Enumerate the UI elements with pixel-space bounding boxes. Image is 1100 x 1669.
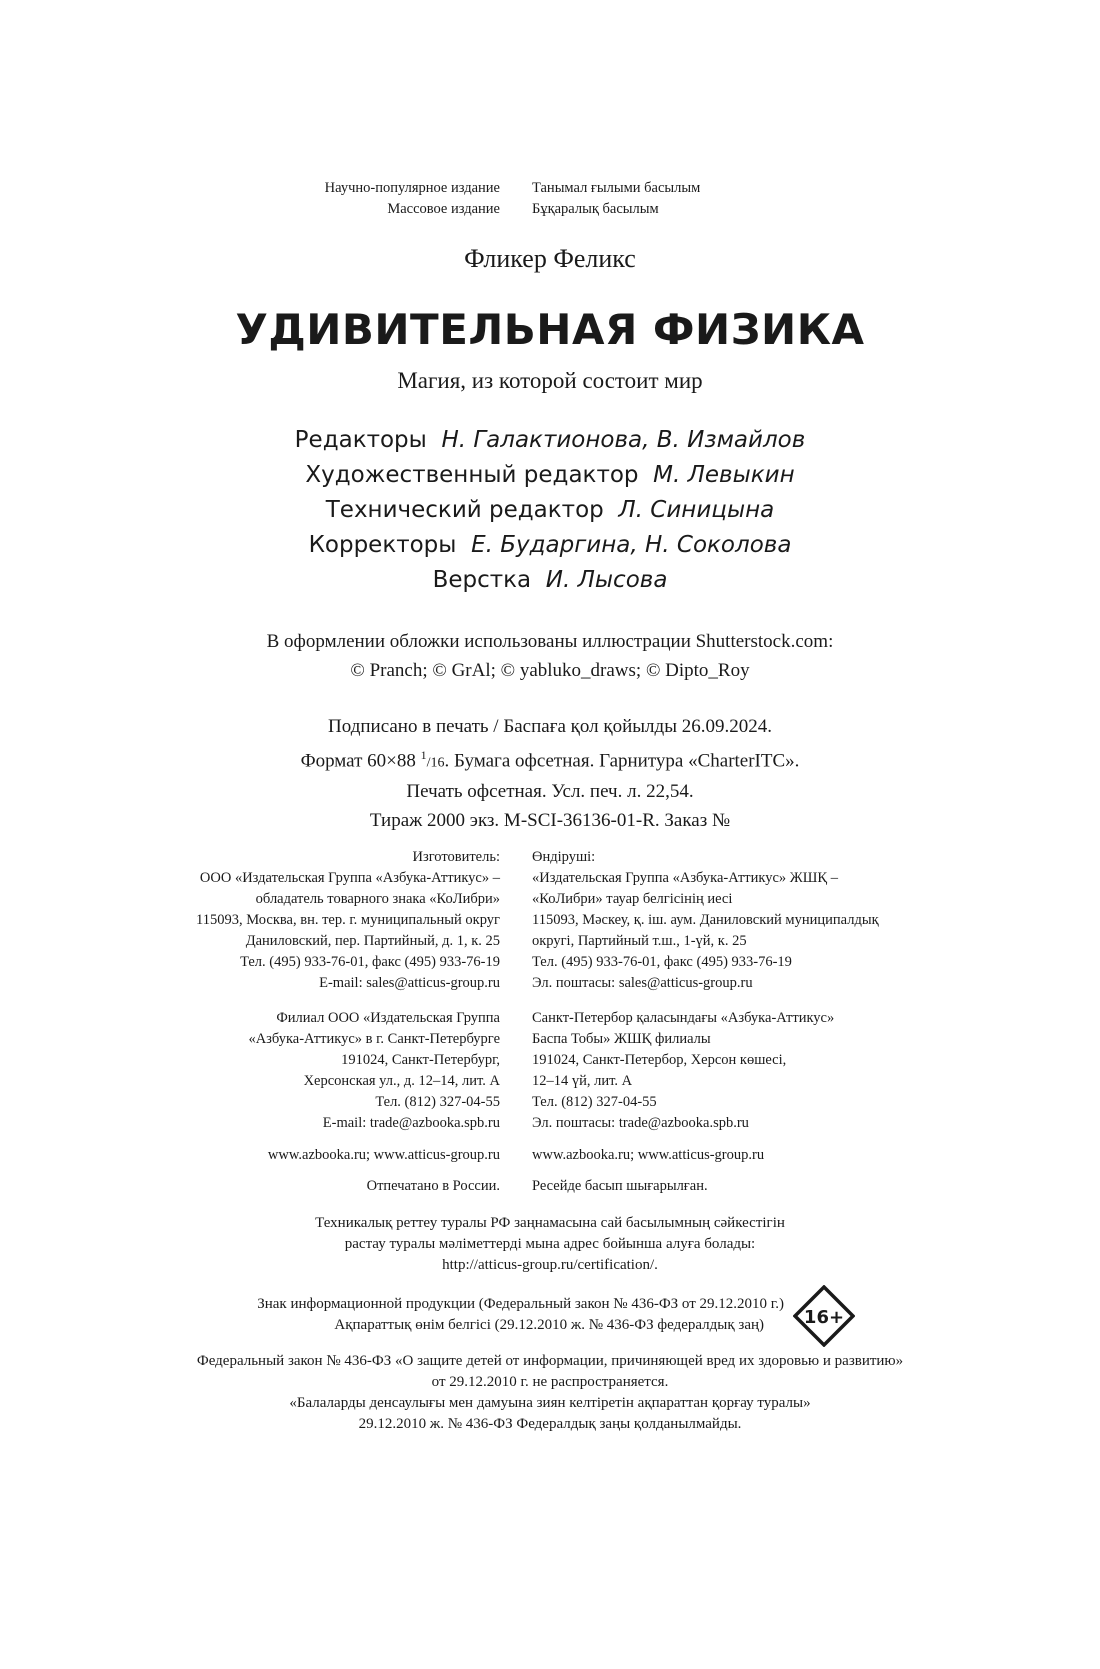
staff-role: Корректоры — [308, 532, 457, 558]
websites-ru[interactable]: www.azbooka.ru; www.atticus-group.ru — [267, 1147, 500, 1163]
manufacturer-ru-line: ООО «Издательская Группа «Азбука-Аттикус» – — [199, 870, 500, 886]
book-title: УДИВИТЕЛЬНАЯ ФИЗИКА — [235, 305, 865, 354]
branch-kz-line: Тел. (812) 327-04-55 — [532, 1094, 657, 1110]
book-subtitle: Магия, из которой состоит мир — [397, 368, 703, 393]
manufacturer-kz-line: «Издательская Группа «Азбука-Аттикус» ЖШҚ – — [532, 870, 838, 886]
staff-names: Л. Синицына — [618, 497, 775, 523]
branch-ru-line: Тел. (812) 327-04-55 — [375, 1094, 500, 1110]
header-right-line: Бұқаралық басылым — [532, 201, 659, 217]
staff-row — [0, 563, 1100, 598]
manufacturer-ru-line: E-mail: sales@atticus-group.ru — [319, 975, 500, 991]
certification-line: Техникалық реттеу туралы РФ заңнамасына сай басылымның сәйкестігін — [315, 1215, 785, 1231]
federal-law-line: Федеральный закон № 436-ФЗ «О защите детей от информации, причиняющей вред их здоровью и развитию» — [196, 1353, 904, 1369]
manufacturer-kz-line: 115093, Мәскеу, қ. іш. аум. Даниловский муниципалдық — [532, 912, 879, 928]
branch-kz-line: 12–14 үй, лит. А — [532, 1073, 633, 1089]
staff-role: Технический редактор — [325, 497, 604, 523]
age-rating-text: 16+ — [803, 1307, 845, 1328]
certification-link[interactable]: http://atticus-group.ru/certification/. — [442, 1257, 658, 1273]
header-left-line: Массовое издание — [387, 201, 500, 217]
run-line: Тираж 2000 экз. M-SCI-36136-01-R. Заказ № — [369, 810, 731, 832]
federal-law — [0, 1351, 1100, 1435]
age-rating-badge — [793, 1285, 855, 1347]
format-line — [0, 741, 1100, 777]
header-right-line: Танымал ғылыми басылым — [532, 180, 701, 196]
branch-kz — [532, 1008, 834, 1134]
manufacturer-kz-line: Өндіруші: — [532, 849, 596, 865]
branch-ru — [248, 1008, 500, 1134]
info-sign-line: Ақпараттық өнім белгісі (29.12.2010 ж. № 436-ФЗ федералдық заң) — [334, 1317, 764, 1333]
branch-kz-line: Баспа Тобы» ЖШҚ филиалы — [532, 1031, 711, 1047]
certification-line: растау туралы мәліметтерді мына адрес бойынша алуға болады: — [344, 1236, 756, 1252]
manufacturer-ru-line: 115093, Москва, вн. тер. г. муниципальный округ — [196, 912, 500, 928]
manufacturer-kz-line: Эл. поштасы: sales@atticus-group.ru — [532, 975, 753, 991]
manufacturer-ru-line: обладатель товарного знака «КоЛибри» — [255, 891, 500, 907]
websites-kz[interactable]: www.azbooka.ru; www.atticus-group.ru — [532, 1147, 765, 1163]
manufacturer-kz — [532, 847, 879, 994]
staff-names: Е. Бударгина, Н. Соколова — [471, 532, 792, 558]
federal-law-line: 29.12.2010 ж. № 436-ФЗ Федералдық заңы қолданылмайды. — [358, 1416, 742, 1432]
branch-ru-line: Филиал ООО «Издательская Группа — [276, 1010, 500, 1026]
manufacturer-ru-line: Изготовитель: — [412, 849, 500, 865]
branch-ru-line: 191024, Санкт-Петербург, — [341, 1052, 500, 1068]
header-right — [532, 178, 700, 220]
print-info — [0, 712, 1100, 835]
staff-role: Художественный редактор — [305, 462, 639, 488]
federal-law-line: «Балаларды денсаулығы мен дамуына зиян келтіретін ақпараттан қорғау туралы» — [289, 1395, 811, 1411]
staff-names: И. Лысова — [545, 567, 668, 593]
staff-row — [0, 458, 1100, 493]
branch-ru-line: E-mail: trade@azbooka.spb.ru — [322, 1115, 500, 1131]
info-sign — [257, 1294, 784, 1336]
printed-in-kz: Ресейде басып шығарылған. — [532, 1178, 708, 1194]
branch-ru-line: «Азбука-Аттикус» в г. Санкт-Петербурге — [248, 1031, 500, 1047]
format-suffix: . Бумага офсетная. Гарнитура «CharterITC». — [444, 750, 800, 772]
author: Фликер Феликс — [464, 244, 636, 273]
manufacturer-kz-line: округі, Партийный т.ш., 1-үй, к. 25 — [532, 933, 747, 949]
manufacturer-ru-line: Тел. (495) 933-76-01, факс (495) 933-76-19 — [240, 954, 500, 970]
staff-row — [0, 493, 1100, 528]
branch-ru-line: Херсонская ул., д. 12–14, лит. А — [303, 1073, 500, 1089]
format-prefix: Формат 60×88 — [300, 750, 421, 772]
format-sub: /16 — [426, 755, 445, 771]
staff-list — [0, 423, 1100, 598]
branch-kz-line: Эл. поштасы: trade@azbooka.spb.ru — [532, 1115, 749, 1131]
staff-names: Н. Галактионова, В. Измайлов — [441, 427, 806, 453]
federal-law-line: от 29.12.2010 г. не распространяется. — [431, 1374, 669, 1390]
manufacturer-kz-line: «КоЛибри» тауар белгісінің иесі — [532, 891, 733, 907]
printed-in-ru: Отпечатано в России. — [366, 1178, 500, 1194]
header-left-line: Научно-популярное издание — [324, 180, 500, 196]
certification — [0, 1213, 1100, 1276]
signed-line: Подписано в печать / Баспаға қол қойылды 26.09.2024. — [328, 716, 772, 737]
cover-credits — [0, 627, 1100, 685]
staff-role: Редакторы — [294, 427, 427, 453]
info-sign-line: Знак информационной продукции (Федеральный закон № 436-ФЗ от 29.12.2010 г.) — [257, 1296, 784, 1312]
header-left — [325, 178, 500, 220]
manufacturer-kz-line: Тел. (495) 933-76-01, факс (495) 933-76-19 — [532, 954, 792, 970]
cover-credits-line: В оформлении обложки использованы иллюстрации Shutterstock.com: — [266, 631, 834, 652]
staff-role: Верстка — [432, 567, 532, 593]
staff-row — [0, 423, 1100, 458]
manufacturer-ru-line: Даниловский, пер. Партийный, д. 1, к. 25 — [245, 933, 500, 949]
staff-names: М. Левыкин — [653, 462, 795, 488]
manufacturer-ru — [196, 847, 500, 994]
printing-line: Печать офсетная. Усл. печ. л. 22,54. — [406, 781, 694, 803]
branch-kz-line: Санкт-Петербор қаласындағы «Азбука-Аттикус» — [532, 1010, 835, 1026]
cover-credits-line: © Pranch; © GrAl; © yabluko_draws; © Dipto_Roy — [350, 660, 750, 681]
branch-kz-line: 191024, Санкт-Петербор, Херсон көшесі, — [532, 1052, 787, 1068]
format-sup: 1 — [420, 748, 427, 762]
staff-row — [0, 528, 1100, 563]
